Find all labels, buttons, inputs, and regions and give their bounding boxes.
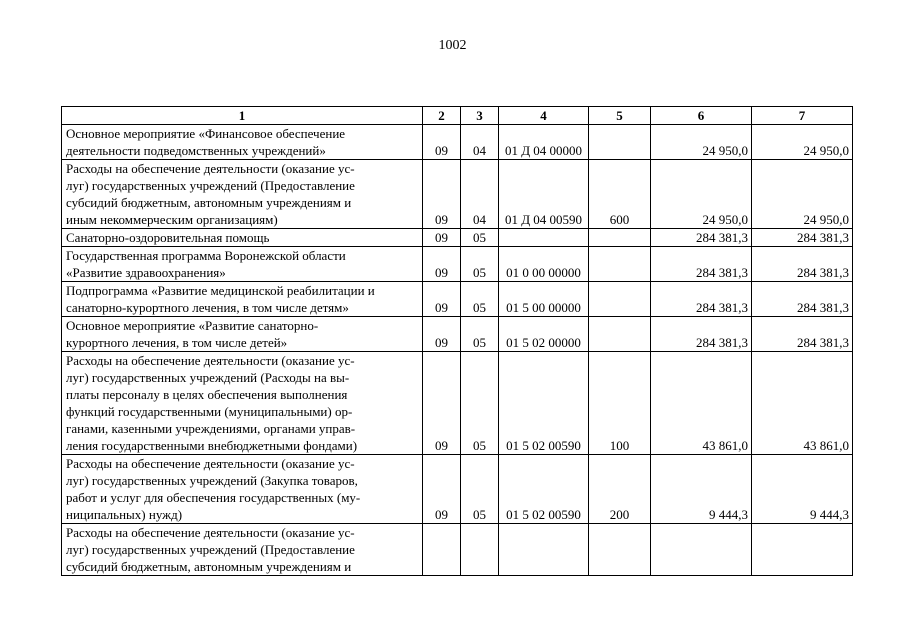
expense-name-line: луг) государственных учреждений (Предоставление	[66, 542, 355, 557]
amount-col7-cell: 284 381,3	[752, 247, 853, 282]
target-article-cell: 01 5 02 00590	[499, 455, 589, 524]
table-row	[62, 455, 853, 524]
page-number: 1002	[438, 38, 467, 53]
amount-col6-cell: 43 861,0	[651, 352, 752, 455]
amount-col6-cell: 24 950,0	[651, 160, 752, 229]
amount-col7-cell: 284 381,3	[752, 229, 853, 247]
table-row	[62, 352, 853, 455]
subsection-code-cell: 05	[461, 229, 499, 247]
expense-name-cell	[62, 352, 423, 455]
table-row	[62, 282, 853, 317]
table-row	[62, 317, 853, 352]
amount-col6-cell: 284 381,3	[651, 247, 752, 282]
expense-name-line: деятельности подведомственных учреждений»	[66, 143, 326, 158]
amount-col7-cell	[752, 524, 853, 576]
expense-name-cell	[62, 247, 423, 282]
subsection-code-cell: 04	[461, 160, 499, 229]
header-cell-col4: 4	[499, 107, 589, 125]
table-row	[62, 160, 853, 229]
expense-name-line: ления государственными внебюджетными фондами)	[66, 438, 358, 453]
expense-type-cell	[589, 125, 651, 160]
header-cell-col6: 6	[651, 107, 752, 125]
target-article-cell	[499, 229, 589, 247]
header-row	[62, 107, 853, 125]
expense-name-cell	[62, 282, 423, 317]
table-body	[62, 107, 853, 576]
expense-type-cell: 600	[589, 160, 651, 229]
target-article-cell	[499, 524, 589, 576]
expense-name-line: луг) государственных учреждений (Расходы на вы-	[66, 370, 350, 385]
amount-col6-cell: 284 381,3	[651, 282, 752, 317]
budget-table	[61, 106, 853, 576]
expense-name-line: «Развитие здравоохранения»	[66, 265, 226, 280]
target-article-cell: 01 5 02 00000	[499, 317, 589, 352]
amount-col7-cell: 284 381,3	[752, 282, 853, 317]
subsection-code-cell: 05	[461, 317, 499, 352]
expense-name-cell	[62, 524, 423, 576]
expense-name-line: санаторно-курортного лечения, в том числе детям»	[66, 300, 349, 315]
target-article-cell: 01 Д 04 00000	[499, 125, 589, 160]
expense-name-line: работ и услуг для обеспечения государственных (му-	[66, 490, 361, 505]
target-article-cell: 01 5 02 00590	[499, 352, 589, 455]
amount-col7-cell: 43 861,0	[752, 352, 853, 455]
expense-name-line: Основное мероприятие «Развитие санаторно-	[66, 318, 319, 333]
subsection-code-cell: 04	[461, 125, 499, 160]
amount-col6-cell: 284 381,3	[651, 229, 752, 247]
expense-name-line: ганами, казенными учреждениями, органами управ-	[66, 421, 356, 436]
section-code-cell: 09	[423, 160, 461, 229]
expense-name-line: функций государственными (муниципальными) ор-	[66, 404, 353, 419]
table-row	[62, 524, 853, 576]
subsection-code-cell	[461, 524, 499, 576]
target-article-cell: 01 0 00 00000	[499, 247, 589, 282]
expense-name-line: Санаторно-оздоровительная помощь	[66, 230, 270, 245]
table-row	[62, 125, 853, 160]
section-code-cell: 09	[423, 229, 461, 247]
table-row	[62, 247, 853, 282]
section-code-cell: 09	[423, 282, 461, 317]
amount-col6-cell: 24 950,0	[651, 125, 752, 160]
expense-name-line: луг) государственных учреждений (Предоставление	[66, 178, 355, 193]
section-code-cell: 09	[423, 317, 461, 352]
section-code-cell: 09	[423, 455, 461, 524]
expense-name-cell	[62, 125, 423, 160]
expense-name-cell	[62, 160, 423, 229]
header-cell-col2: 2	[423, 107, 461, 125]
expense-type-cell	[589, 524, 651, 576]
subsection-code-cell: 05	[461, 282, 499, 317]
subsection-code-cell: 05	[461, 352, 499, 455]
expense-name-line: платы персоналу в целях обеспечения выполнения	[66, 387, 348, 402]
expense-type-cell	[589, 282, 651, 317]
target-article-cell: 01 5 00 00000	[499, 282, 589, 317]
header-cell-col7: 7	[752, 107, 853, 125]
expense-name-cell	[62, 229, 423, 247]
amount-col7-cell: 24 950,0	[752, 160, 853, 229]
expense-type-cell	[589, 317, 651, 352]
expense-name-line: Расходы на обеспечение деятельности (оказание ус-	[66, 161, 355, 176]
amount-col6-cell: 284 381,3	[651, 317, 752, 352]
header-cell-col3: 3	[461, 107, 499, 125]
section-code-cell: 09	[423, 125, 461, 160]
target-article-cell: 01 Д 04 00590	[499, 160, 589, 229]
section-code-cell: 09	[423, 352, 461, 455]
expense-name-line: луг) государственных учреждений (Закупка товаров,	[66, 473, 358, 488]
expense-name-line: Расходы на обеспечение деятельности (оказание ус-	[66, 456, 355, 471]
expense-name-cell	[62, 455, 423, 524]
section-code-cell: 09	[423, 247, 461, 282]
expense-name-line: курортного лечения, в том числе детей»	[66, 335, 288, 350]
expense-type-cell	[589, 247, 651, 282]
expense-name-cell	[62, 317, 423, 352]
header-cell-col5: 5	[589, 107, 651, 125]
expense-name-line: Подпрограмма «Развитие медицинской реабилитации и	[66, 283, 375, 298]
expense-name-line: Расходы на обеспечение деятельности (оказание ус-	[66, 353, 355, 368]
subsection-code-cell: 05	[461, 247, 499, 282]
expense-type-cell	[589, 229, 651, 247]
expense-name-line: ниципальных) нужд)	[66, 507, 183, 522]
expense-name-line: субсидий бюджетным, автономным учреждениям и	[66, 195, 352, 210]
expense-name-line: Расходы на обеспечение деятельности (оказание ус-	[66, 525, 355, 540]
header-cell-col1: 1	[62, 107, 423, 125]
expense-type-cell: 200	[589, 455, 651, 524]
amount-col7-cell: 9 444,3	[752, 455, 853, 524]
expense-name-line: Основное мероприятие «Финансовое обеспечение	[66, 126, 346, 141]
expense-name-line: Государственная программа Воронежской области	[66, 248, 346, 263]
expense-name-line: иным некоммерческим организациям)	[66, 212, 278, 227]
subsection-code-cell: 05	[461, 455, 499, 524]
section-code-cell	[423, 524, 461, 576]
expense-name-line: субсидий бюджетным, автономным учреждениям и	[66, 559, 352, 574]
amount-col6-cell	[651, 524, 752, 576]
amount-col7-cell: 24 950,0	[752, 125, 853, 160]
amount-col6-cell: 9 444,3	[651, 455, 752, 524]
amount-col7-cell: 284 381,3	[752, 317, 853, 352]
expense-type-cell: 100	[589, 352, 651, 455]
table-row	[62, 229, 853, 247]
